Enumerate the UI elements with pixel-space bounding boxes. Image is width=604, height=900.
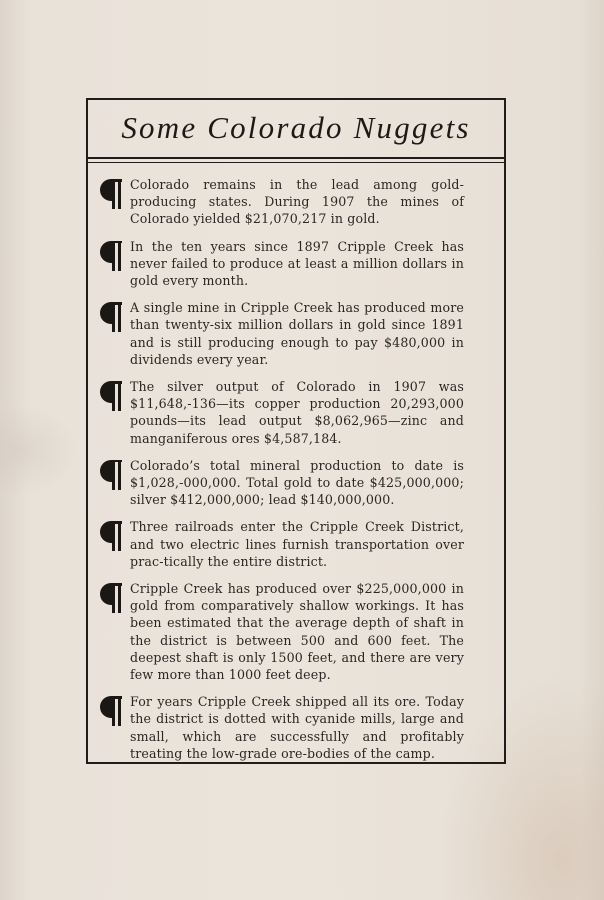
list-item <box>88 518 504 570</box>
list-item <box>88 176 504 228</box>
pilcrow-icon <box>100 583 122 613</box>
list-item <box>88 299 504 368</box>
list-item <box>88 580 504 683</box>
pilcrow-icon <box>100 460 122 490</box>
item-text: Cripple Creek has produced over $225,000,000 in gold from comparatively shallow workings. It has been estimated that the average depth of shaft in the district is between 500 and 600 feet. The deepest shaft is only 1500 feet, and there are very few more than 1000 feet deep. <box>130 581 464 683</box>
item-text: In the ten years since 1897 Cripple Creek has never failed to produce at least a million dollars in gold every month. <box>130 238 464 289</box>
item-text: Colorado’s total mineral production to date is $1,028,-000,000. Total gold to date $425,000,000; silver $412,000,000; lead $140,000,000. <box>130 457 464 508</box>
pilcrow-icon <box>100 302 122 332</box>
nuggets-frame <box>86 98 506 764</box>
pilcrow-icon <box>100 381 122 411</box>
item-text: Three railroads enter the Cripple Creek District, and two electric lines furnish transportation over prac-tically the entire district. <box>130 519 464 569</box>
pilcrow-icon <box>100 241 122 271</box>
list-item <box>88 457 504 509</box>
item-text: For years Cripple Creek shipped all its ore. Today the district is dotted with cyanide mills, large and small, which are successfully and profitably treating the low-grade ore-bodies of the camp. <box>130 694 464 761</box>
item-text: The silver output of Colorado in 1907 was $11,648,-136—its copper production 20,293,000 pounds—its lead output $8,062,965—zinc and manganiferous ores $4,587,184. <box>130 379 464 446</box>
title-banner <box>88 100 504 159</box>
item-text: Colorado remains in the lead among gold-producing states. During 1907 the mines of Colorado yielded $21,070,217 in gold. <box>130 177 464 227</box>
pilcrow-icon <box>100 179 122 209</box>
list-item <box>88 238 504 290</box>
pilcrow-icon <box>100 696 122 726</box>
pilcrow-icon <box>100 521 122 551</box>
item-text: A single mine in Cripple Creek has produced more than twenty-six million dollars in gold since 1891 and is still producing enough to pay $480,000 in dividends every year. <box>130 300 464 367</box>
list-item <box>88 378 504 447</box>
nuggets-list <box>88 176 504 772</box>
page-title: Some Colorado Nuggets <box>121 110 471 145</box>
list-item <box>88 693 504 762</box>
